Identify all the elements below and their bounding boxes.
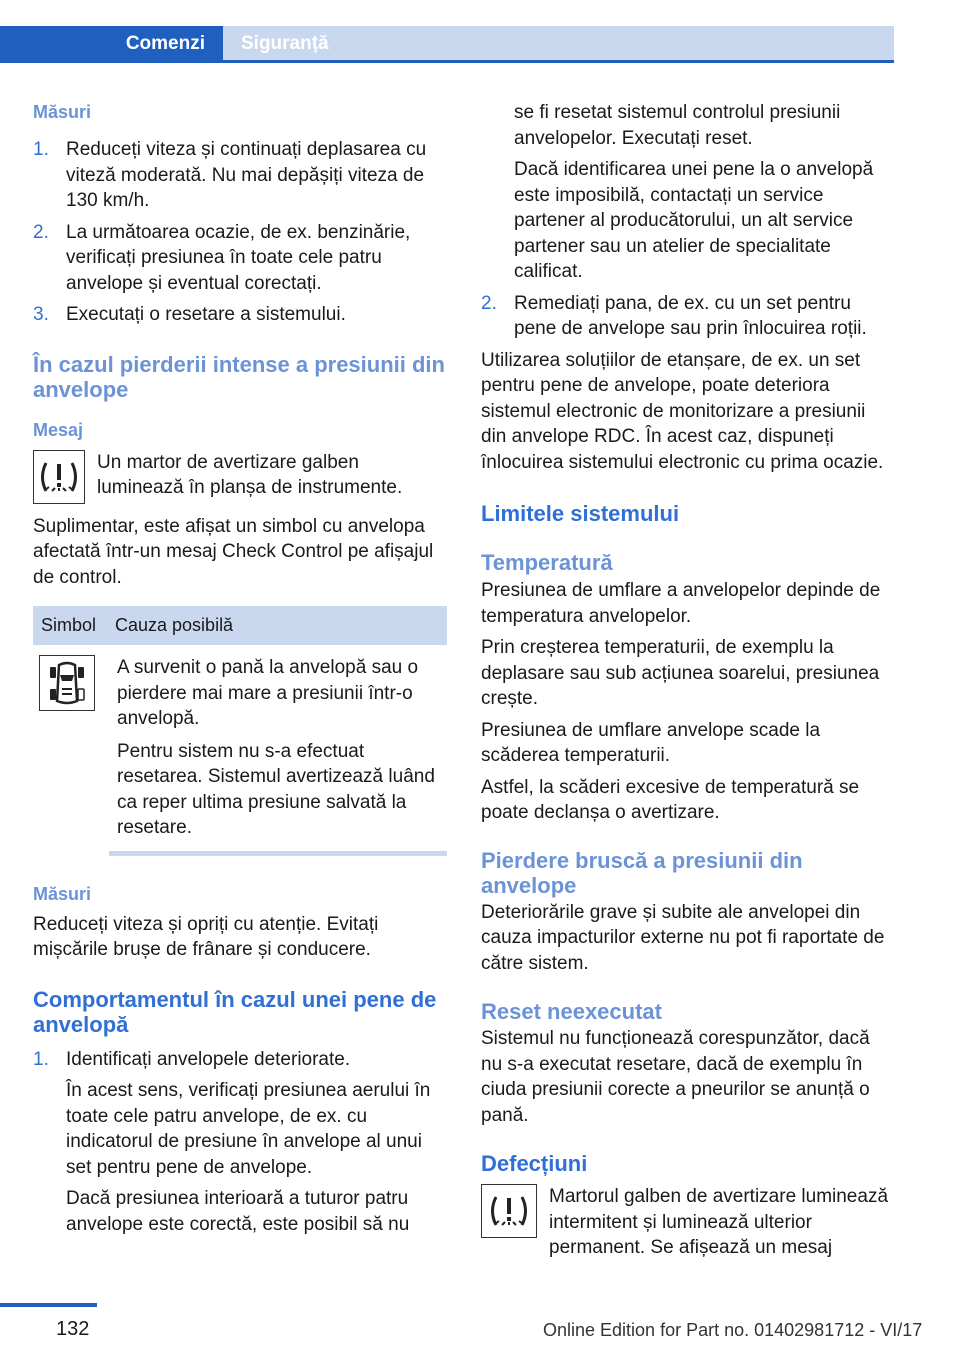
list-item	[33, 1047, 447, 1073]
table-bottom-rule	[109, 851, 447, 856]
paragraph-cont-2: Dacă identificarea unei pene la o anvelopă este imposibilă, contactați un service partener al producătorului, un alt service partener sau un atelier de specialitate calificat.	[514, 159, 874, 282]
table-row	[33, 645, 447, 841]
warning-message-row	[481, 1184, 895, 1261]
symbol-cause-table	[33, 606, 447, 841]
cause-text-2: Pentru sistem nu s-a efectuat resetarea. Sistemul avertizează luând ca reper ultima presiune salvată la resetare.	[117, 740, 435, 838]
paragraph-temp-4: Astfel, la scăderi excesive de temperatură se poate declanșa o avertizare.	[481, 776, 860, 823]
warning-message-row	[33, 450, 447, 504]
paragraph-suplimentar: Suplimentar, este afișat un simbol cu anvelopa afectată într-un mesaj Check Control pe afișajul de control.	[33, 515, 434, 588]
paragraph-brusca: Deteriorările grave și subite ale anvelopei din cauza impacturilor externe nu pot fi raportate de către sistem.	[481, 901, 885, 974]
page-number: 132	[56, 1318, 90, 1340]
paragraph-utilizarea: Utilizarea soluțiilor de etanșare, de ex. un set pentru pene de anvelope, poate deteriora sistemul electronic de monitorizare a presiunii din anvelope RDC. În acest caz, dispuneți înlocuirea sistemului electronic cu prima ocazie.	[481, 349, 884, 473]
table-header-simbol: Simbol	[33, 606, 107, 645]
list-number: 2.	[481, 292, 497, 314]
list-text: La următoarea ocazie, de ex. benzinărie, verificați presiunea în toate cele patru anvelope și eventual corectați.	[66, 221, 411, 294]
mesaj-text: Un martor de avertizare galben luminează în planșa de instrumente.	[97, 451, 403, 498]
subheading-temperatura: Temperatură	[481, 550, 613, 575]
table-cell-cause	[107, 645, 447, 841]
car-tire-indicator-icon	[39, 655, 95, 711]
paragraph-masuri-2: Reduceți viteza și opriți cu atenție. Evitați mișcările brușe de frânare și conducere.	[33, 913, 379, 960]
paragraph-temp-2: Prin creșterea temperaturii, de exemplu la deplasare sau sub acțiunea soarelui, presiunea crește.	[481, 637, 880, 709]
list-item	[481, 291, 895, 342]
list-text: Executați o resetare a sistemului.	[66, 304, 346, 325]
tab-comenzi[interactable]: Comenzi	[0, 26, 223, 62]
section-heading-pierdere-intensa: În cazul pierderii intense a presiunii din anvelope	[33, 351, 445, 402]
defect-text: Martorul galben de avertizare luminează intermitent și luminează ulterior permanent. Se afișează un mesaj	[549, 1186, 889, 1258]
list-text: Remediați pana, de ex. cu un set pentru pene de anvelope sau prin înlocuirea roții.	[514, 292, 867, 339]
list-text: Reduceți viteza și continuați deplasarea cu viteză moderată. Nu mai depășiți viteza de 130 km/h.	[66, 139, 427, 211]
section-heading-pana: Comportamentul în cazul unei pene de anvelopă	[33, 986, 437, 1037]
list-number: 1.	[33, 139, 49, 160]
section-heading-masuri-2: Măsuri	[33, 883, 92, 904]
tab-siguranta[interactable]: Siguranță	[223, 26, 894, 62]
paragraph-cont-1: se fi resetat sistemul controlul presiunii anvelopelor. Executați reset.	[514, 102, 841, 149]
list-text: Identificați anvelopele deteriorate.	[66, 1048, 351, 1070]
subheading-mesaj: Mesaj	[33, 419, 84, 440]
paragraph-temp-3: Presiunea de umflare anvelope scade la scăderea temperaturii.	[481, 719, 821, 766]
list-number: 1.	[33, 1048, 49, 1070]
edition-footer: Online Edition for Part no. 01402981712 - VI/17	[543, 1320, 923, 1340]
cause-text-1: A survenit o pană la anvelopă sau o pierdere mai mare a presiunii într-o anvelopă.	[117, 657, 419, 729]
right-column	[481, 100, 895, 1261]
tire-pressure-warning-icon	[481, 1184, 537, 1238]
masuri-list	[33, 137, 447, 328]
subheading-pierdere-brusca: Pierdere bruscă a presiunii din anvelope	[481, 847, 803, 898]
list-item	[33, 220, 447, 297]
header-divider	[0, 60, 894, 63]
footer-rule	[0, 1303, 97, 1307]
subheading-reset: Reset neexecutat	[481, 999, 662, 1024]
section-heading-masuri: Măsuri	[33, 102, 92, 122]
paragraph-pana-1: În acest sens, verificați presiunea aerului în toate cele patru anvelope, de ex. cu indicatorul de presiune în anvelope al unui set pentru pene de anvelope.	[66, 1080, 431, 1178]
list-item	[33, 137, 447, 214]
tire-pressure-warning-icon	[33, 450, 85, 504]
paragraph-reset: Sistemul nu funcționează corespunzător, dacă nu s-a executat resetare, dacă de exemplu în ciuda presiunii corecte a pneurilor se anunță o pană.	[481, 1028, 870, 1126]
table-cell-symbol	[33, 645, 107, 841]
header-tabs	[0, 26, 894, 62]
list-item	[33, 302, 447, 328]
left-column	[33, 100, 447, 1237]
list-number: 2.	[33, 221, 49, 243]
list-number: 3.	[33, 304, 49, 325]
table-header-cauza: Cauza posibilă	[107, 606, 447, 645]
paragraph-temp-1: Presiunea de umflare a anvelopelor depinde de temperatura anvelopelor.	[481, 580, 881, 627]
section-heading-limitele: Limitele sistemului	[481, 501, 680, 526]
paragraph-pana-2: Dacă presiunea interioară a tuturor patru anvelope este corectă, este posibil să nu	[66, 1188, 410, 1235]
section-heading-defectiuni: Defecțiuni	[481, 1151, 588, 1176]
